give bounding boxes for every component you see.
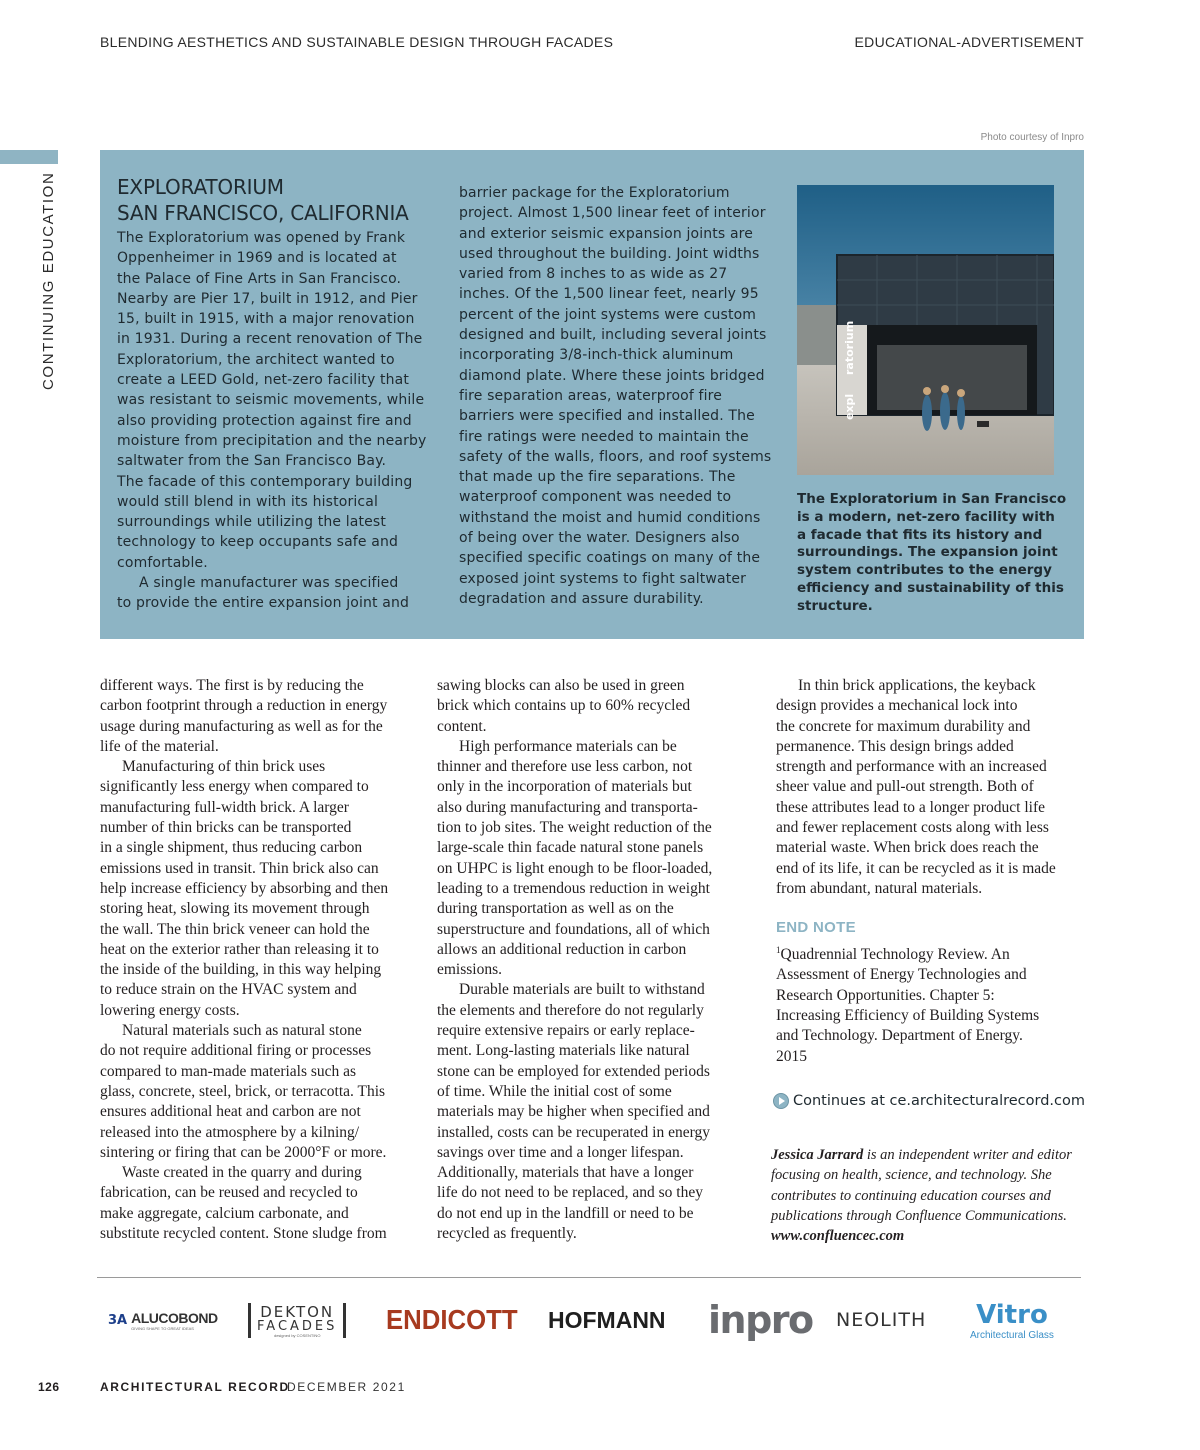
text-line: stone can be employed for extended periods bbox=[437, 1062, 710, 1080]
text-line: safety of the walls, floors, and roof systems bbox=[459, 448, 772, 465]
text-line: number of thin bricks can be transported bbox=[100, 819, 352, 837]
text-line: Durable materials are built to withstand bbox=[459, 981, 705, 999]
sign-text: ratorium bbox=[843, 320, 856, 375]
play-arrow-icon bbox=[773, 1093, 789, 1109]
text-line: also providing protection against fire and bbox=[117, 412, 412, 429]
sponsor-divider bbox=[97, 1277, 1081, 1278]
text-line: the elements and therefore do not regularly bbox=[437, 1001, 704, 1019]
text-line: released into the atmosphere by a kilning/ bbox=[100, 1123, 360, 1141]
text-line: also during manufacturing and transporta- bbox=[437, 798, 698, 816]
text-line: to provide the entire expansion joint and bbox=[117, 595, 410, 612]
text-line: A single manufacturer was specified bbox=[139, 575, 399, 592]
text-line: In thin brick applications, the keyback bbox=[798, 677, 1036, 694]
text-line: manufacturing full-width brick. A larger bbox=[100, 798, 349, 816]
text-line: substitute recycled content. Stone sludge from bbox=[100, 1225, 387, 1243]
continues-link-text[interactable]: Continues at ce.architecturalrecord.com bbox=[793, 1093, 1085, 1109]
body-column-3 bbox=[776, 676, 1096, 899]
text-line: technology to keep occupants safe and bbox=[117, 534, 399, 551]
text-line: strength and performance with an increased bbox=[776, 758, 1047, 776]
text-line: saltwater from the San Francisco Bay. bbox=[117, 453, 387, 470]
text-line: in a single shipment, thus reducing carbon bbox=[100, 839, 363, 857]
endnote-line: and Technology. Department of Energy. bbox=[776, 1027, 1023, 1045]
section-tab-marker bbox=[0, 150, 58, 164]
author-bio bbox=[771, 1145, 1091, 1246]
author-website-link[interactable]: www.confluencec.com bbox=[771, 1228, 905, 1245]
text-line: design provides a mechanical lock into bbox=[776, 697, 1018, 715]
text-line: storing heat, slowing its movement through bbox=[100, 900, 370, 918]
text-line: recycled as frequently. bbox=[437, 1225, 577, 1243]
vitro-name: Vitro bbox=[976, 1299, 1048, 1330]
alucobond-tag: GIVING SHAPE TO GREAT IDEAS bbox=[131, 1325, 194, 1331]
text-line: percent of the joint systems were custom bbox=[459, 306, 757, 323]
endnote-line: Research Opportunities. Chapter 5: bbox=[776, 986, 995, 1004]
endnote-line: Increasing Efficiency of Building Systems bbox=[776, 1007, 1040, 1025]
text-line: The Exploratorium was opened by Frank bbox=[117, 230, 406, 246]
text-line: superstructure and foundations, all of which bbox=[437, 920, 710, 938]
text-line: Waste created in the quarry and during bbox=[122, 1164, 362, 1182]
text-line: heat on the exterior rather than releasing it to bbox=[100, 940, 379, 958]
text-line: in 1931. During a recent renovation of The bbox=[117, 331, 423, 348]
bio-line: publications through Confluence Communications. bbox=[771, 1207, 1067, 1224]
text-line: Exploratorium, the architect wanted to bbox=[117, 351, 395, 368]
text-line: help increase efficiency by absorbing and then bbox=[100, 879, 389, 897]
sidebar-column-2 bbox=[459, 183, 779, 609]
running-header-title: BLENDING AESTHETICS AND SUSTAINABLE DESIGN THROUGH FACADES bbox=[100, 34, 614, 50]
text-line: project. Almost 1,500 linear feet of interior bbox=[459, 205, 766, 222]
neolith-name: NEOLITH bbox=[836, 1309, 927, 1331]
text-line: diamond plate. Where these joints bridged bbox=[459, 367, 765, 384]
page-number: 126 bbox=[38, 1380, 60, 1394]
dekton-line1: DEKTON bbox=[260, 1302, 335, 1321]
text-line: life of the material. bbox=[100, 737, 219, 755]
text-line: do not require additional firing or processes bbox=[100, 1042, 372, 1060]
text-line: barriers were specified and installed. The bbox=[459, 408, 755, 425]
alucobond-logo bbox=[108, 1292, 228, 1348]
running-header-label: EDUCATIONAL-ADVERTISEMENT bbox=[854, 34, 1084, 50]
text-line: create a LEED Gold, net-zero facility that bbox=[117, 372, 410, 389]
text-line: different ways. The first is by reducing the bbox=[100, 677, 364, 694]
text-line: and fewer replacement costs along with less bbox=[776, 819, 1049, 837]
magazine-name: ARCHITECTURAL RECORD bbox=[100, 1380, 290, 1394]
text-line: of being over the water. Designers also bbox=[459, 530, 740, 547]
sidebar-title-line: EXPLORATORIUM bbox=[117, 175, 284, 199]
text-line: ment. Long-lasting materials like natural bbox=[437, 1042, 690, 1060]
hofmann-logo bbox=[548, 1292, 683, 1348]
text-line: sheer value and pull-out strength. Both of bbox=[776, 778, 1034, 796]
text-line: Manufacturing of thin brick uses bbox=[122, 758, 326, 776]
text-line: significantly less energy when compared to bbox=[100, 778, 369, 796]
sign-text: expl bbox=[843, 393, 856, 420]
text-line: the concrete for maximum durability and bbox=[776, 717, 1031, 735]
text-line: inches. Of the 1,500 linear feet, nearly 95 bbox=[459, 286, 759, 303]
endnote-heading: END NOTE bbox=[776, 919, 856, 936]
text-line: that made up the fire separations. The bbox=[459, 469, 736, 486]
text-line: and exterior seismic expansion joints are bbox=[459, 225, 754, 242]
exploratorium-photo bbox=[797, 185, 1054, 475]
text-line: material waste. When brick does reach the bbox=[776, 839, 1039, 857]
endnote-text bbox=[776, 940, 1076, 1067]
endnote-line: 2015 bbox=[776, 1047, 807, 1065]
text-line: Natural materials such as natural stone bbox=[122, 1022, 362, 1040]
text-line: of time. While the initial cost of some bbox=[437, 1082, 672, 1100]
text-line: carbon footprint through a reduction in energy bbox=[100, 697, 388, 715]
sidebar-title bbox=[117, 174, 437, 226]
text-line: a facade that fits its history and bbox=[797, 526, 1043, 543]
endicott-name: ENDICOTT bbox=[386, 1304, 518, 1335]
text-line: large-scale thin facade natural stone panels bbox=[437, 839, 704, 857]
neolith-logo bbox=[836, 1292, 946, 1348]
text-line: fire separation areas, waterproof fire bbox=[459, 387, 723, 404]
text-line: efficiency and sustainability of this bbox=[797, 579, 1064, 596]
text-line: do not end up in the landfill or need to be bbox=[437, 1204, 694, 1222]
text-line: the wall. The thin brick veneer can hold the bbox=[100, 920, 370, 938]
dekton-tag: designed by COSENTINO bbox=[273, 1332, 321, 1338]
text-line: Nearby are Pier 17, built in 1912, and Pier bbox=[117, 290, 418, 307]
text-line: lowering energy costs. bbox=[100, 1001, 240, 1019]
vitro-tag: Architectural Glass bbox=[970, 1329, 1054, 1341]
text-line: usage during manufacturing as well as for the bbox=[100, 717, 383, 735]
text-line: Oppenheimer in 1969 and is located at bbox=[117, 250, 397, 267]
text-line: The facade of this contemporary building bbox=[117, 473, 413, 490]
text-line: comfortable. bbox=[117, 554, 208, 571]
text-line: the inside of the building, in this way helping bbox=[100, 961, 382, 979]
text-line: was resistant to seismic movements, while bbox=[117, 392, 425, 409]
continues-link[interactable] bbox=[773, 1093, 1085, 1109]
text-line: specified specific coatings on many of the bbox=[459, 550, 761, 567]
endnote-line-text: Quadrennial Technology Review. An bbox=[780, 946, 1010, 964]
text-line: structure. bbox=[797, 597, 873, 614]
endnote-marker: 1 bbox=[776, 945, 781, 955]
text-line: these attributes lead to a longer product life bbox=[776, 798, 1046, 816]
text-line: withstand the moist and humid conditions bbox=[459, 509, 761, 526]
text-line: content. bbox=[437, 717, 487, 735]
text-line: designed and built, including several joints bbox=[459, 327, 767, 344]
bio-line bbox=[771, 1145, 1091, 1165]
inpro-logo bbox=[708, 1292, 813, 1348]
text-line: leading to a tremendous reduction in weight bbox=[437, 879, 710, 897]
text-line: emissions. bbox=[437, 961, 503, 979]
text-line: brick which contains up to 60% recycled bbox=[437, 697, 691, 715]
text-line: degradation and assure durability. bbox=[459, 590, 704, 607]
endnote-line bbox=[776, 940, 1076, 965]
text-line: savings over time and a longer lifespan. bbox=[437, 1143, 684, 1161]
body-column-2 bbox=[437, 676, 757, 1244]
sidebar-column-1 bbox=[117, 228, 437, 614]
text-line: only in the incorporation of materials but bbox=[437, 778, 692, 796]
text-line: used throughout the building. Joint widths bbox=[459, 245, 760, 262]
text-line: fabrication, can be reused and recycled to bbox=[100, 1184, 358, 1202]
photo-credit: Photo courtesy of Inpro bbox=[980, 132, 1084, 143]
text-line: ensures additional heat and carbon are not bbox=[100, 1103, 361, 1121]
text-line: during transportation as well as on the bbox=[437, 900, 674, 918]
text-line: surroundings while utilizing the latest bbox=[117, 514, 386, 531]
text-line: fire ratings were needed to maintain the bbox=[459, 428, 749, 445]
text-line: exposed joint systems to fight saltwater bbox=[459, 570, 747, 587]
endicott-logo bbox=[386, 1292, 521, 1348]
sidebar-title-line: SAN FRANCISCO, CALIFORNIA bbox=[117, 201, 409, 225]
text-line: make aggregate, calcium carbonate, and bbox=[100, 1204, 349, 1222]
photo-caption bbox=[797, 491, 1067, 616]
text-line: The Exploratorium in San Francisco bbox=[797, 491, 1067, 507]
text-line: moisture from precipitation and the nearby bbox=[117, 432, 427, 449]
text-line: thinner and therefore use less carbon, not bbox=[437, 758, 693, 776]
text-line: barrier package for the Exploratorium bbox=[459, 185, 730, 201]
text-line: from abundant, natural materials. bbox=[776, 879, 983, 897]
hofmann-name: HOFMANN bbox=[548, 1306, 666, 1333]
author-name: Jessica Jarrard bbox=[771, 1147, 864, 1163]
text-line: glass, concrete, steel, brick, or terracotta. This bbox=[100, 1082, 386, 1100]
vitro-logo bbox=[970, 1292, 1080, 1348]
text-line: on UHPC is light enough to be floor-loaded, bbox=[437, 859, 713, 877]
text-line: tion to job sites. The weight reduction of the bbox=[437, 819, 712, 837]
dekton-line2: FACADES bbox=[257, 1318, 338, 1334]
bio-line-text: is an independent writer and editor bbox=[863, 1147, 1072, 1163]
text-line: incorporating 3/8-inch-thick aluminum bbox=[459, 347, 734, 364]
text-line: emissions used in transit. Thin brick also can bbox=[100, 859, 379, 877]
sponsor-logos bbox=[100, 1292, 1084, 1352]
text-line: materials may be higher when specified and bbox=[437, 1103, 710, 1121]
text-line: to reduce strain on the HVAC system and bbox=[100, 981, 357, 999]
text-line: the Palace of Fine Arts in San Francisco. bbox=[117, 270, 402, 287]
text-line: Additionally, materials that have a longer bbox=[437, 1164, 694, 1182]
text-line: 15, built in 1915, with a major renovation bbox=[117, 311, 415, 328]
bio-line: contributes to continuing education courses and bbox=[771, 1187, 1051, 1204]
section-side-label: CONTINUING EDUCATION bbox=[40, 171, 57, 390]
text-line: sawing blocks can also be used in green bbox=[437, 677, 685, 694]
text-line: life do not need to be replaced, and so they bbox=[437, 1184, 703, 1202]
text-line: varied from 8 inches to as wide as 27 bbox=[459, 266, 728, 283]
text-line: waterproof component was needed to bbox=[459, 489, 732, 506]
body-column-1 bbox=[100, 676, 420, 1244]
dekton-logo bbox=[248, 1292, 358, 1348]
text-line: is a modern, net-zero facility with bbox=[797, 508, 1055, 525]
text-line: system contributes to the energy bbox=[797, 562, 1052, 579]
text-line: High performance materials can be bbox=[459, 737, 677, 755]
bio-line: focusing on health, science, and technology. She bbox=[771, 1167, 1052, 1184]
alucobond-mark: 3A bbox=[108, 1312, 128, 1328]
text-line: sintering or firing that can be 2000°F or more. bbox=[100, 1143, 387, 1161]
text-line: installed, costs can be recuperated in energy bbox=[437, 1123, 711, 1141]
text-line: permanence. This design brings added bbox=[776, 737, 1014, 755]
inpro-name: inpro bbox=[708, 1298, 813, 1342]
text-line: require extensive repairs or early replace- bbox=[437, 1022, 695, 1040]
issue-date: DECEMBER 2021 bbox=[287, 1380, 406, 1394]
text-line: allows an additional reduction in carbon bbox=[437, 940, 687, 958]
text-line: end of its life, it can be recycled as it is made bbox=[776, 859, 1056, 877]
endnote-line: Assessment of Energy Technologies and bbox=[776, 966, 1027, 984]
text-line: surroundings. The expansion joint bbox=[797, 544, 1058, 561]
text-line: would still blend in with its historical bbox=[117, 493, 379, 510]
alucobond-name: ALUCOBOND bbox=[131, 1309, 218, 1326]
text-line: compared to man-made materials such as bbox=[100, 1062, 357, 1080]
